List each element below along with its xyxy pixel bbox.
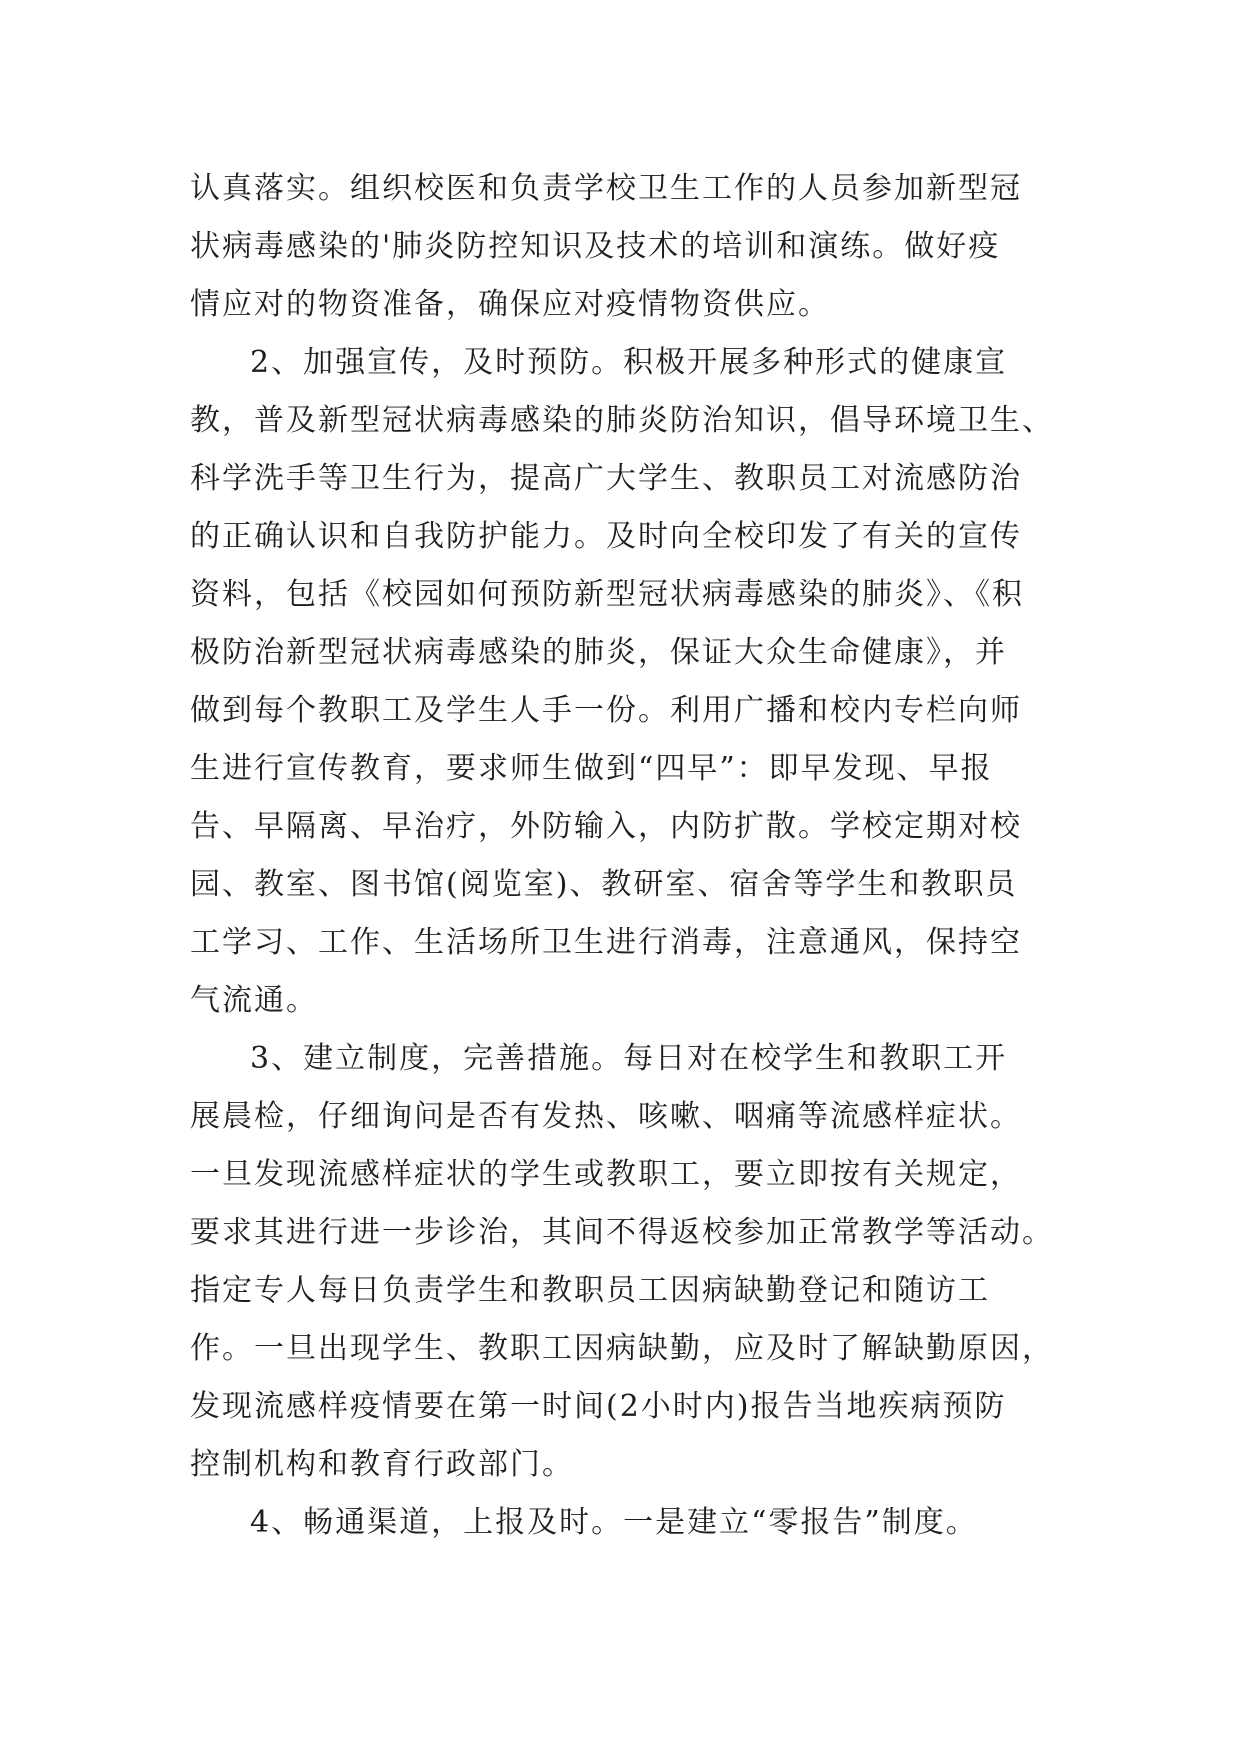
text-line: 控制机构和教育行政部门。 (190, 1447, 574, 1482)
text-line: 认真落实。组织校医和负责学校卫生工作的人员参加新型冠 (190, 171, 1022, 206)
paragraph-start-line: 3、建立制度，完善措施。每日对在校学生和教职工开 (250, 1041, 1008, 1076)
text-line: 生进行宣传教育，要求师生做到“四早”：即早发现、早报 (190, 751, 993, 786)
text-line: 气流通。 (190, 983, 318, 1018)
text-line: 教，普及新型冠状病毒感染的肺炎防治知识，倡导环境卫生、 (190, 403, 1054, 438)
paragraph-start-line: 2、加强宣传，及时预防。积极开展多种形式的健康宣 (250, 345, 1008, 380)
text-line: 情应对的物资准备，确保应对疫情物资供应。 (190, 287, 830, 322)
text-line: 一旦发现流感样症状的学生或教职工，要立即按有关规定， (190, 1157, 1022, 1192)
text-line: 发现流感样疫情要在第一时间(2小时内)报告当地疾病预防 (190, 1389, 1007, 1424)
text-line: 展晨检，仔细询问是否有发热、咳嗽、咽痛等流感样症状。 (190, 1099, 1022, 1134)
text-line: 工学习、工作、生活场所卫生进行消毒，注意通风，保持空 (190, 925, 1022, 960)
text-line: 指定专人每日负责学生和教职员工因病缺勤登记和随访工 (190, 1273, 990, 1308)
document-body (190, 160, 1070, 1552)
text-line: 科学洗手等卫生行为，提高广大学生、教职员工对流感防治 (190, 461, 1022, 496)
text-line: 要求其进行进一步诊治，其间不得返校参加正常教学等活动。 (190, 1215, 1054, 1250)
text-line: 的正确认识和自我防护能力。及时向全校印发了有关的宣传 (190, 519, 1022, 554)
text-line: 作。一旦出现学生、教职工因病缺勤，应及时了解缺勤原因， (190, 1331, 1054, 1366)
text-line: 状病毒感染的'肺炎防控知识及技术的培训和演练。做好疫 (190, 229, 1001, 264)
text-line: 告、早隔离、早治疗，外防输入，内防扩散。学校定期对校 (190, 809, 1022, 844)
paragraph-start-line: 4、畅通渠道，上报及时。一是建立“零报告”制度。 (250, 1505, 978, 1540)
text-line: 极防治新型冠状病毒感染的肺炎，保证大众生命健康》，并 (190, 635, 1007, 670)
text-line: 做到每个教职工及学生人手一份。利用广播和校内专栏向师 (190, 693, 1022, 728)
text-line: 资料，包括《校园如何预防新型冠状病毒感染的肺炎》、《积 (190, 577, 1024, 612)
text-line: 园、教室、图书馆(阅览室)、教研室、宿舍等学生和教职员 (190, 867, 1018, 902)
